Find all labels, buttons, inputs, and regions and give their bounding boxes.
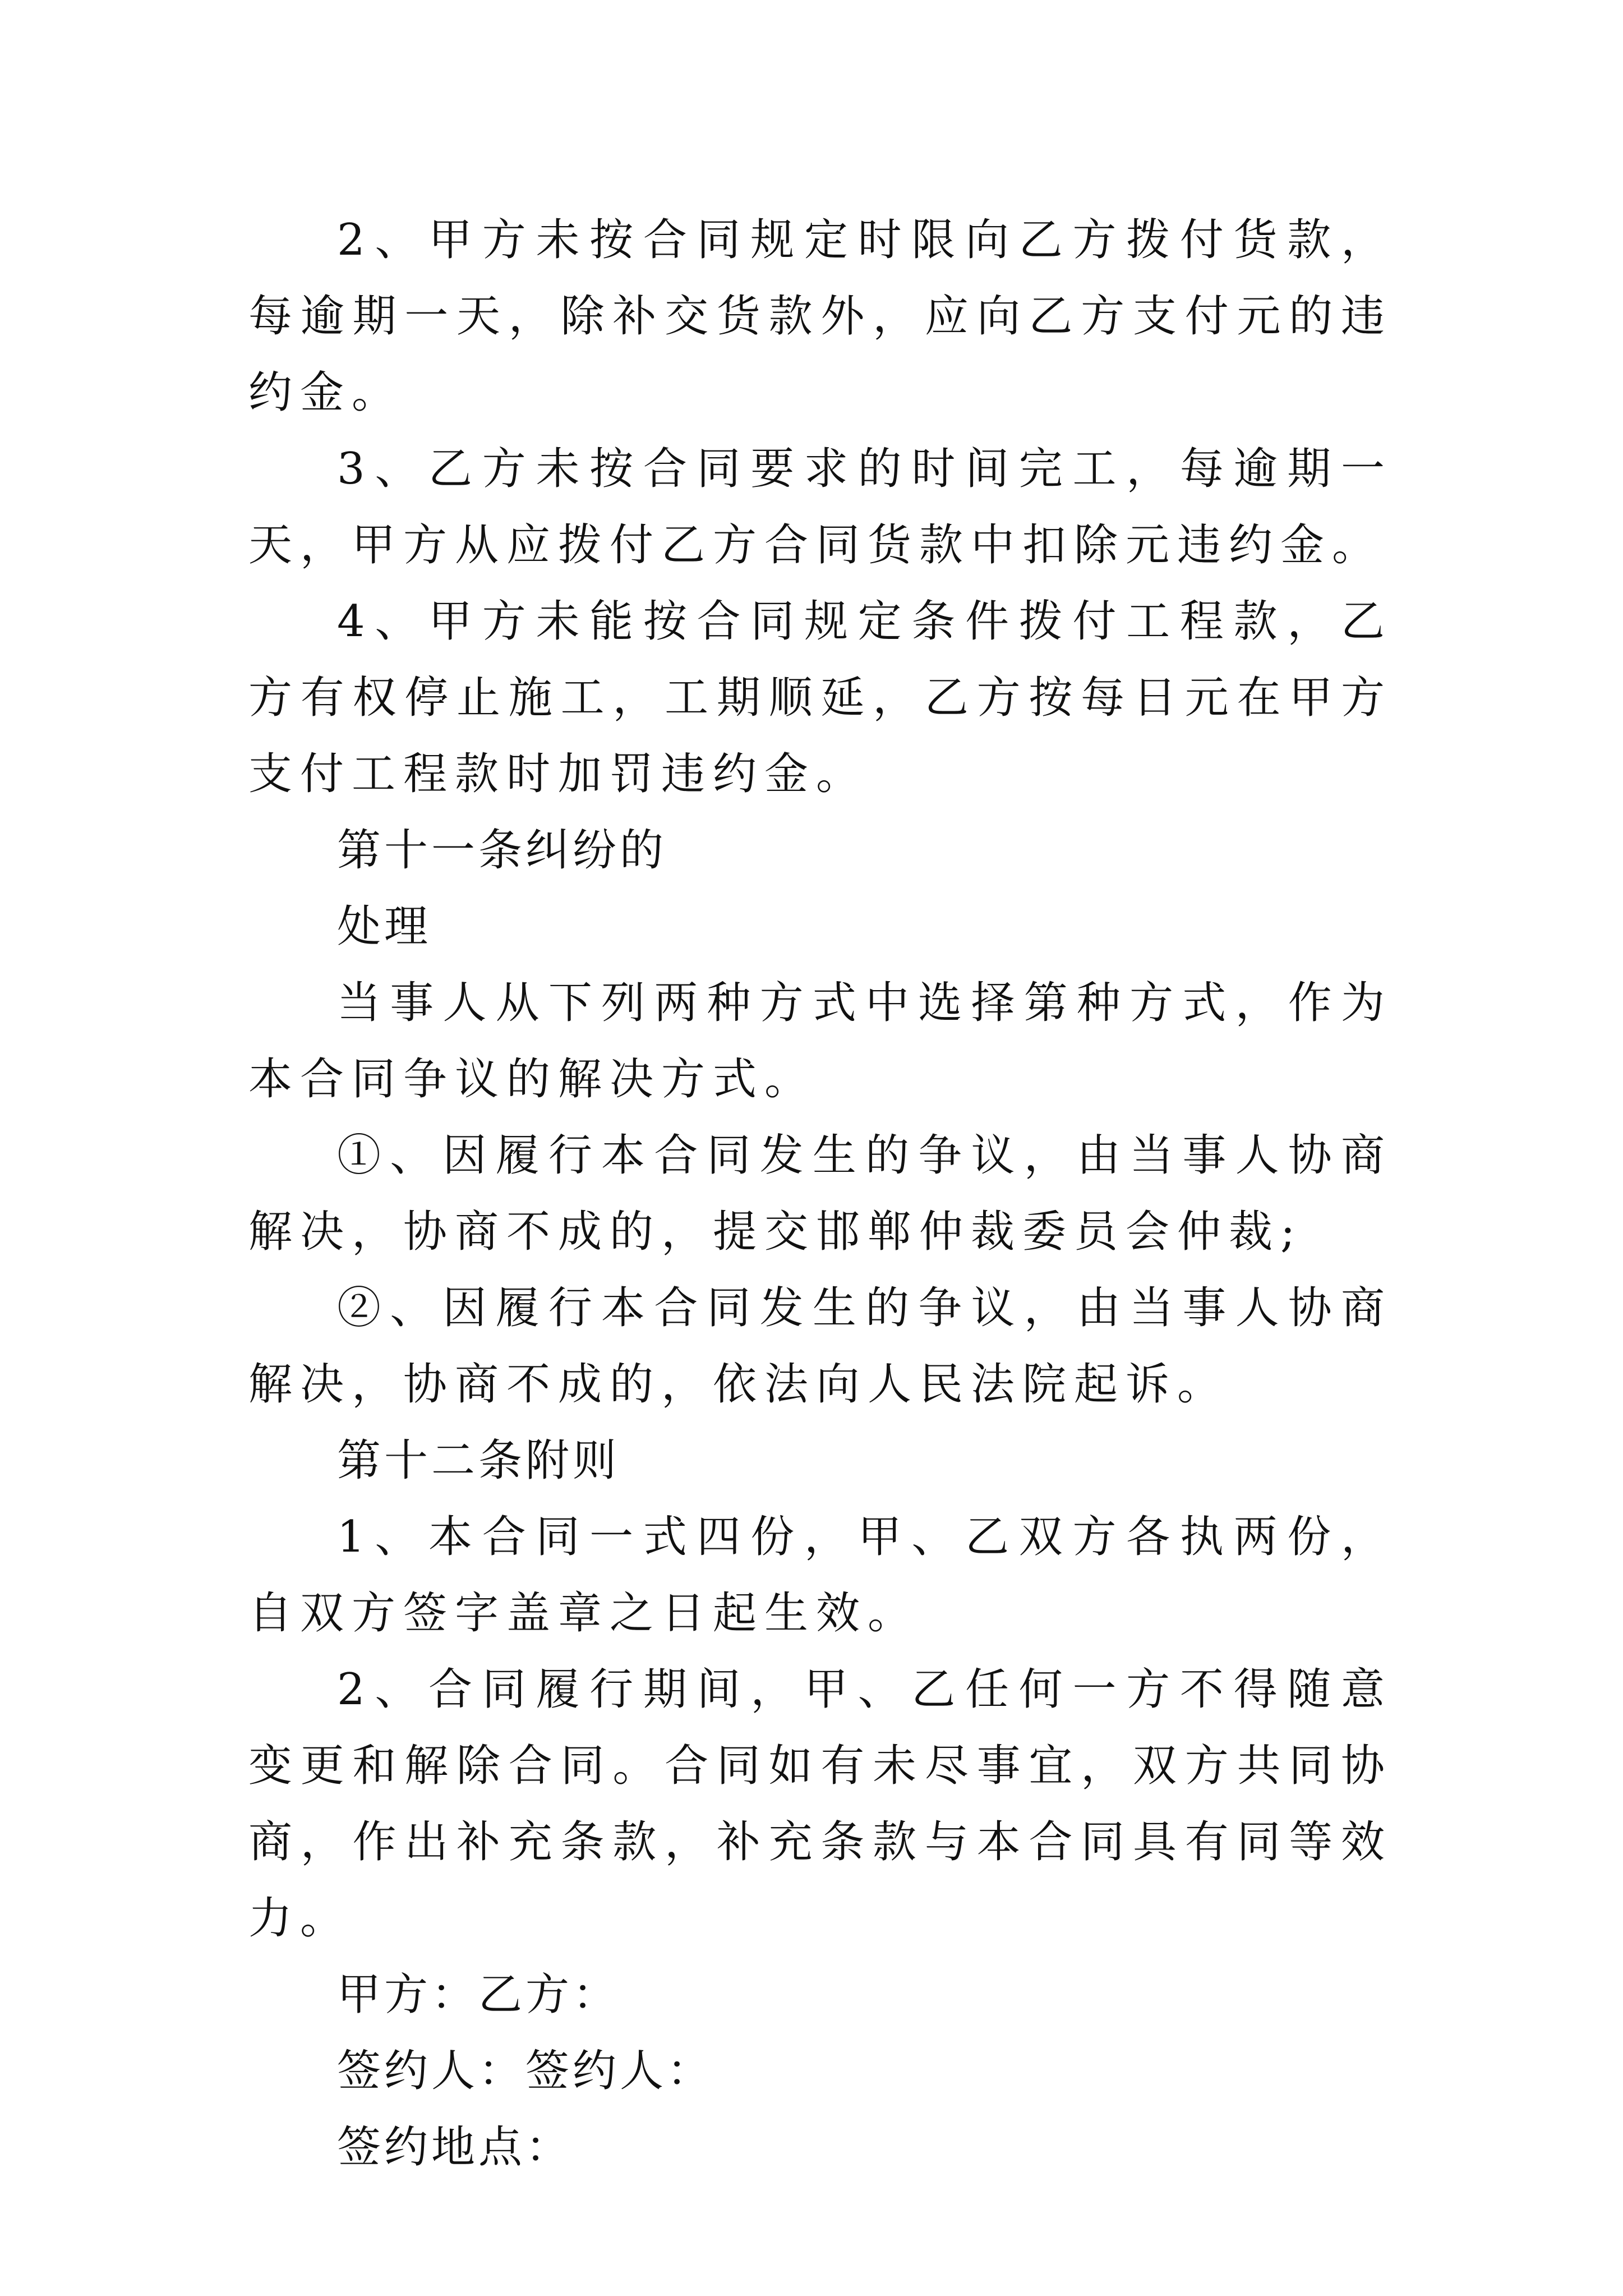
section-heading: 第十一条纠纷的 bbox=[337, 825, 667, 876]
signature-line-signatories: 签约人：签约人： bbox=[337, 2046, 714, 2096]
clause-paragraph: 2、甲方未按合同规定时限向乙方拨付货款，每逾期一天，除补交货款外，应向乙方支付元的违约金。 bbox=[248, 215, 1393, 418]
signature-line-location: 签约地点： bbox=[337, 2122, 573, 2173]
signature-line-parties: 甲方：乙方： bbox=[337, 1970, 620, 2020]
clause-paragraph: ①、因履行本合同发生的争议，由当事人协商解决，协商不成的，提交邯郸仲裁委员会仲裁; bbox=[248, 1130, 1393, 1257]
section-heading: 第十二条附则 bbox=[337, 1435, 620, 1486]
clause-paragraph: 1、本合同一式四份，甲、乙双方各执两份，自双方签字盖章之日起生效。 bbox=[248, 1512, 1393, 1639]
document-body bbox=[248, 202, 1393, 2185]
clause-paragraph: ②、因履行本合同发生的争议，由当事人协商解决，协商不成的，依法向人民法院起诉。 bbox=[248, 1283, 1393, 1410]
section-heading-continuation: 处理 bbox=[337, 901, 432, 952]
clause-paragraph: 3、乙方未按合同要求的时间完工，每逾期一天，甲方从应拨付乙方合同货款中扣除元违约金。 bbox=[248, 444, 1393, 570]
clause-paragraph: 当事人从下列两种方式中选择第种方式，作为本合同争议的解决方式。 bbox=[248, 978, 1393, 1105]
clause-paragraph: 4、甲方未能按合同规定条件拨付工程款，乙方有权停止施工，工期顺延，乙方按每日元在甲方支付工程款时加罚违约金。 bbox=[248, 596, 1393, 799]
clause-paragraph: 2、合同履行期间，甲、乙任何一方不得随意变更和解除合同。合同如有未尽事宜，双方共同协商，作出补充条款，补充条款与本合同具有同等效力。 bbox=[248, 1664, 1393, 1944]
